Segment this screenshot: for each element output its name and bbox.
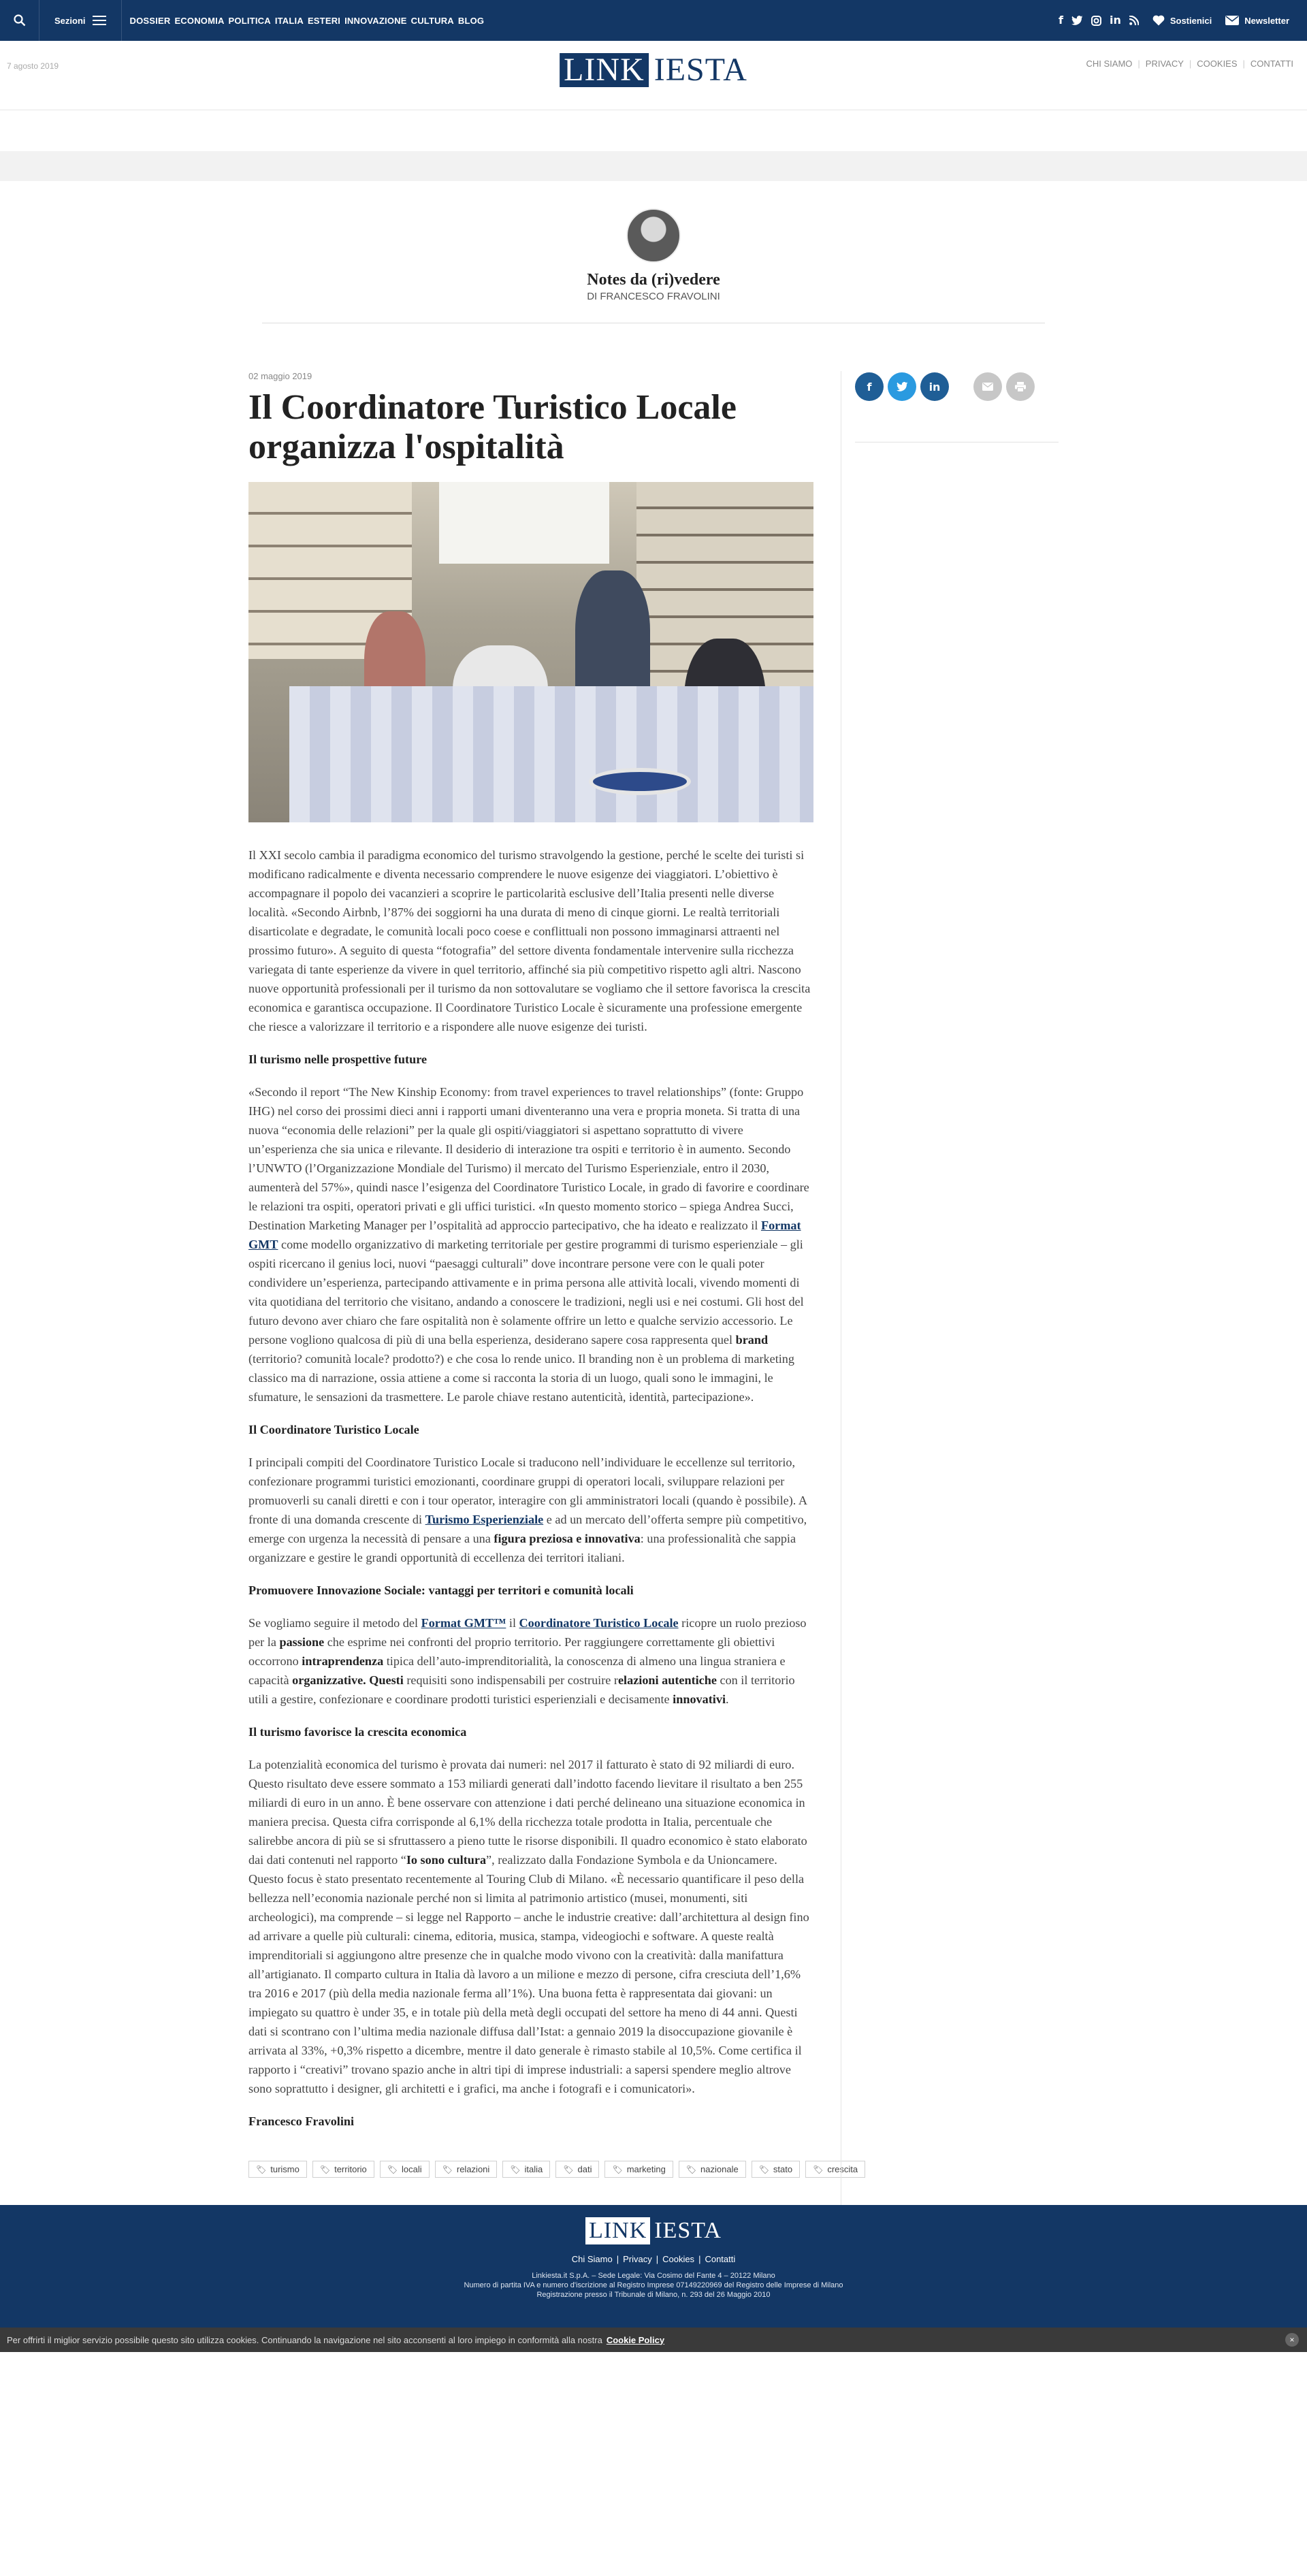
footer-link-privacy[interactable]: Privacy (623, 2254, 652, 2264)
sidebar (841, 371, 1059, 2205)
author-byline: DI FRANCESCO FRAVOLINI (587, 291, 720, 302)
paragraph-2: «Secondo il report “The New Kinship Economy: from travel experiences to travel relationships” (fonte: Gruppo IHG) nel corso dei prossimi dieci anni i rapporti umani diventeranno una vera e propria moneta. Si tratta di una nuova “economia delle relazioni” per la quale gli ospiti/viaggiatori si aspettano soprattutto di vivere un’esperienza che sia unica e rilevante. Il desiderio di interazione tra ospiti e territorio è in aumento. Secondo l’UNWTO (l’Organizzazione Mondiale del Turismo) il mercato del Turismo Esperienziale, entro il 2030, aumenterà del 57%», quindi nasce l’esigenza del Coordinatore Turistico Locale, in grado di favorire e coordinare le relazioni tra ospiti, operatori privati e gli uffici turistici. «In questo momento storico – spiega Andrea Succi, Destination Marketing Manager per l’ospitalità ad approccio partecipativo, che ha ideato e realizzato il Format GMT come modello organizzativo di marketing territoriale per gestire programmi di turismo esperienziale – gli ospiti ricercano il genius loci, nuovi “paesaggi culturali” dove incontrare persone vere con le quali poter condividere un’esperienza, partecipando attivamente e in prima persona alle attività locali, vivendo momenti di vita quotidiana del territorio che visitano, andando a conoscere le tradizioni, negli usi e nei costumi. Gli host del futuro devono aver chiaro che fare ospitalità non è solamente offrire un letto e qualche servizio accessorio. Le persone vogliono qualcosa di più di una bella esperienza, desiderano sapere cosa rappresenta quel brand (territorio? comunità locale? prodotto?) e che cosa lo rende unico. Il branding non è un problema di marketing classico ma di narrazione, ossia attiene a come si racconta la storia di un luogo, quali sono le immagini, le sfumature, le sensazioni da trasmettere. Le parole chiave restano autenticità, identità, partecipazione». (248, 1085, 809, 1404)
linkedin-icon[interactable]: in (1109, 14, 1121, 27)
tag-locali[interactable]: 🏷 locali (380, 2161, 430, 2178)
search-button[interactable] (0, 0, 39, 41)
print-button[interactable] (1006, 372, 1035, 401)
close-icon[interactable]: × (1285, 2333, 1299, 2347)
subheading-2: Il Coordinatore Turistico Locale (248, 1423, 419, 1436)
share-linkedin-button[interactable] (920, 372, 949, 401)
footer (0, 2205, 1307, 2328)
footer-links: Chi Siamo | Privacy | Cookies | Contatti (571, 2254, 736, 2264)
logo-iesta-part: IESTA (654, 52, 747, 88)
tag-marketing[interactable]: 🏷 marketing (604, 2161, 673, 2178)
twitter-icon (897, 382, 908, 391)
paragraph-3: I principali compiti del Coordinatore Turistico Locale si traducono nell’individuare le eccellenze sul territorio, confezionare programmi turistici emozionanti, coordinare gruppi di operatori locali, sviluppare relazioni per promuoverli su canali diretti e con i tour operator, interagire con gli amministratori locali (quando è possibile). A fronte di una domanda crescente di Turismo Esperienziale e ad un mercato dell’offerta sempre più competitivo, emerge con urgenza la necessità di pensare a una figura preziosa e innovativa: una professionalità che sappia organizzare e gestire le grandi opportunità di eccellenza dei territori italiani. (248, 1455, 807, 1564)
tag-turismo[interactable]: 🏷 turismo (248, 2161, 307, 2178)
cookie-banner (0, 2328, 1307, 2352)
tag-dati[interactable]: 🏷 dati (555, 2161, 599, 2178)
share-email-button[interactable] (973, 372, 1002, 401)
cookie-policy-link[interactable]: Cookie Policy (606, 2334, 665, 2345)
newsletter-label: Newsletter (1244, 15, 1289, 26)
category-nav (122, 16, 485, 26)
tag-icon: 🏷 (612, 2164, 623, 2174)
format-gmt-link[interactable]: Format GMT (248, 1219, 801, 1251)
tag-icon: 🏷 (758, 2164, 769, 2174)
print-icon (1015, 382, 1026, 392)
nav-item-blog[interactable]: BLOG (457, 15, 485, 26)
nav-item-cultura[interactable]: CULTURA (410, 15, 454, 26)
footer-link-cookies[interactable]: Cookies (662, 2254, 695, 2264)
current-date: 7 agosto 2019 (7, 61, 59, 71)
nav-item-italia[interactable]: ITALIA (274, 15, 304, 26)
footer-logo-iesta-part: IESTA (654, 2218, 722, 2243)
link-privacy[interactable]: PRIVACY (1145, 59, 1184, 69)
nav-item-politica[interactable]: POLITICA (228, 15, 271, 26)
newsletter-button[interactable] (1225, 16, 1289, 26)
facebook-icon: f (867, 380, 872, 393)
main-content (248, 323, 1059, 2205)
top-nav-right (1059, 15, 1307, 26)
tag-list (248, 2161, 858, 2178)
link-cookies[interactable]: COOKIES (1197, 59, 1238, 69)
nav-item-economia[interactable]: ECONOMIA (174, 15, 225, 26)
site-logo[interactable] (560, 53, 747, 87)
article-hero-image (248, 482, 813, 822)
search-icon (14, 14, 26, 27)
paragraph-1: Il XXI secolo cambia il paradigma economico del turismo stravolgendo la gestione, perché le scelte dei turisti si modificano radicalmente e diventa necessario comprendere le nuove esigenze dei viaggiatori. L’obiettivo è accompagnare il popolo dei vacanzieri a scoprire le particolarità esclusive dell’Italia presenti nelle diverse località. «Secondo Airbnb, l’87% dei soggiorni ha una durata di meno di cinque giorni. Le realtà territoriali disarticolate e degradate, le comunità locali poco coese e conflittuali non possono immaginarsi attraenti nel prossimo futuro». A seguito di questa “fotografia” del settore diventa fondamentale intervenire sulla ricchezza variegata di tante esperienze da vivere in quel territorio, affinché sia più competitivo rispetto agli altri. Nascono nuove opportunità professionali per il turismo da non sottovalutare se vogliamo che il settore favorisca la crescita economica e garantisca occupazione. Il Coordinatore Turistico Locale è sicuramente una professione emergente che riesce a valorizzare il territorio e a rispondere alle nuove esigenze dei turisti. (248, 848, 811, 1033)
facebook-icon[interactable]: f (1058, 14, 1063, 27)
author-signature: Francesco Fravolini (248, 2114, 355, 2128)
tag-nazionale[interactable]: 🏷 nazionale (679, 2161, 746, 2178)
blog-name[interactable]: Notes da (ri)vedere (587, 271, 720, 289)
instagram-icon[interactable] (1091, 16, 1101, 26)
nav-item-esteri[interactable]: ESTERI (307, 15, 341, 26)
footer-logo[interactable] (585, 2217, 722, 2244)
article-title: Il Coordinatore Turistico Locale organizza l'ospitalità (248, 388, 737, 466)
tag-icon: 🏷 (685, 2164, 697, 2174)
top-nav (0, 0, 1307, 41)
share-facebook-button[interactable] (855, 372, 884, 401)
subheading-3: Promuovere Innovazione Sociale: vantaggi per territori e comunità locali (248, 1583, 634, 1597)
hamburger-icon (93, 16, 106, 25)
tag-icon: 🏷 (319, 2164, 331, 2174)
tag-icon: 🏷 (256, 2164, 267, 2174)
footer-link-contatti[interactable]: Contatti (705, 2254, 736, 2264)
article (248, 371, 858, 2205)
footer-legal-line-1: Linkiesta.it S.p.A. – Sede Legale: Via Cosimo del Fante 4 – 20122 Milano (532, 2272, 775, 2280)
tag-icon: 🏷 (442, 2164, 453, 2174)
footer-link-chi-siamo[interactable]: Chi Siamo (571, 2254, 613, 2264)
ad-band (0, 151, 1307, 181)
turismo-esperienziale-link[interactable]: Turismo Esperienziale (425, 1513, 544, 1526)
sostienici-label: Sostienici (1169, 15, 1212, 26)
paragraph-5: La potenzialità economica del turismo è provata dai numeri: nel 2017 il fatturato è stato di 92 miliardi di euro. Questo risultato deve essere sommato a 153 miliardi generati dall’indotto facendo lievitare il risultato a ben 255 miliardi di euro in un anno. È bene osservare con attenzione i dati perché delineano una situazione economica in maniera precisa. Questa cifra corrisponde al 6,1% della ricchezza totale prodotta in Italia, percentuale che salirebbe ancora di più se si sfruttassero a pieno tutte le risorse disponibili. Il quadro economico è stato elaborato dai dati contenuti nel rapporto “Io sono cultura”, realizzato dalla Fondazione Symbola e da Unioncamere. Questo focus è stato presentato recentemente al Touring Club di Milano. «È necessario quantificare il peso della bellezza nell’economia nazionale perché non si limita al patrimonio artistico (musei, monumenti, siti archeologici), ma comprende – si legge nel Rapporto – anche le industrie creative: dall’architettura al design fino ad arrivare a quelle più culturali: cinema, editoria, musica, stampa, videogiochi e software. A queste realtà imprenditoriali si aggiungono altre presenze che in qualche modo vivono con la creatività: dalla manifattura all’artigianato. Il comparto cultura in Italia dà lavoro a un milione e mezzo di persone, cifra cresciuta dell’1,6% tra 2016 e 2017 (più della media nazionale ferma all’1%). Una buona fetta è rappresentata dai giovani: un impiegato su quattro è under 35, e in totale più della metà degli occupati del settore ha meno di 44 anni. Questi dati si scontrano con l’ultima media nazionale diffusa dall’Istat: a gennaio 2019 la disoccupazione giovanile è arrivata al 33%, +0,3% rispetto a dicembre, mentre il dato generale è rimasto stabile al 10,5%. Come certifica il rapporto i “creativi” trovano spazio anche in altri tipi di imprese industriali: a sapersi spendere meglio altrove sono soprattutto i designer, gli architetti e i grafici, ma anche i fotografi e i comunicatori». (248, 1758, 809, 2095)
tag-italia[interactable]: 🏷 italia (502, 2161, 550, 2178)
heart-icon (1152, 15, 1165, 26)
avatar[interactable] (626, 208, 681, 263)
tag-relazioni[interactable]: 🏷 relazioni (435, 2161, 498, 2178)
blog-author-header (0, 181, 1307, 302)
tag-icon: 🏷 (813, 2164, 824, 2174)
coordinatore-link[interactable]: Coordinatore Turistico Locale (519, 1616, 679, 1630)
subheading-4: Il turismo favorisce la crescita economica (248, 1725, 467, 1739)
footer-legal-line-2: Numero di partita IVA e numero d'iscrizione al Registro Imprese 07149220969 del Registro delle Imprese di Milano (464, 2281, 843, 2289)
subheading-1: Il turismo nelle prospettive future (248, 1052, 427, 1066)
twitter-icon[interactable] (1071, 16, 1083, 25)
link-contatti[interactable]: CONTATTI (1250, 59, 1293, 69)
tag-crescita[interactable]: 🏷 crescita (805, 2161, 865, 2178)
logo-link-part: LINK (560, 53, 649, 87)
tag-territorio[interactable]: 🏷 territorio (312, 2161, 374, 2178)
linkedin-icon: in (929, 380, 941, 393)
share-buttons (855, 371, 1059, 401)
sezioni-label: Sezioni (54, 15, 86, 26)
tag-icon: 🏷 (510, 2164, 521, 2174)
link-chi-siamo[interactable]: CHI SIAMO (1086, 59, 1133, 69)
tag-icon: 🏷 (563, 2164, 574, 2174)
paragraph-4: Se vogliamo seguire il metodo del Format GMT™ il Coordinatore Turistico Locale ricopre un ruolo prezioso per la passione che esprime nei confronti del proprio territorio. Per raggiungere correttamente gli obiettivi occorrono intraprendenza tipica dell’auto-imprenditorialità, la conoscenza di almeno una lingua straniera e capacità organizzative. Questi requisiti sono indispensabili per costruire relazioni autentiche con il territorio utili a gestire, confezionare e coordinare prodotti turistici esperienziali e decisamente innovativi. (248, 1616, 807, 1706)
footer-legal (0, 2271, 1307, 2300)
tag-stato[interactable]: 🏷 stato (752, 2161, 800, 2178)
cookie-text: Per offrirti il miglior servizio possibile questo sito utilizza cookies. Continuando la navigazione nel sito acconsenti al loro impiego in conformità alla nostra (7, 2334, 602, 2345)
footer-legal-line-3: Registrazione presso il Tribunale di Milano, n. 293 del 26 Maggio 2010 (536, 2291, 771, 2299)
format-gmt-tm-link[interactable]: Format GMT™ (421, 1616, 506, 1630)
nav-item-dossier[interactable]: DOSSIER (129, 15, 171, 26)
nav-item-innovazione[interactable]: INNOVAZIONE (344, 15, 407, 26)
tag-icon: 🏷 (387, 2164, 398, 2174)
sezioni-menu-button[interactable] (39, 0, 122, 41)
article-body (248, 846, 813, 2131)
rss-icon[interactable] (1129, 16, 1139, 25)
footer-logo-link-part: LINK (585, 2217, 650, 2244)
email-icon (982, 383, 993, 391)
share-twitter-button[interactable] (888, 372, 916, 401)
masthead-links: CHI SIAMO | PRIVACY | COOKIES | CONTATTI (1086, 59, 1293, 69)
sostienici-button[interactable] (1152, 15, 1212, 26)
masthead (0, 41, 1307, 110)
article-date: 02 maggio 2019 (248, 371, 312, 381)
social-links (1059, 15, 1139, 26)
envelope-icon (1225, 16, 1239, 25)
